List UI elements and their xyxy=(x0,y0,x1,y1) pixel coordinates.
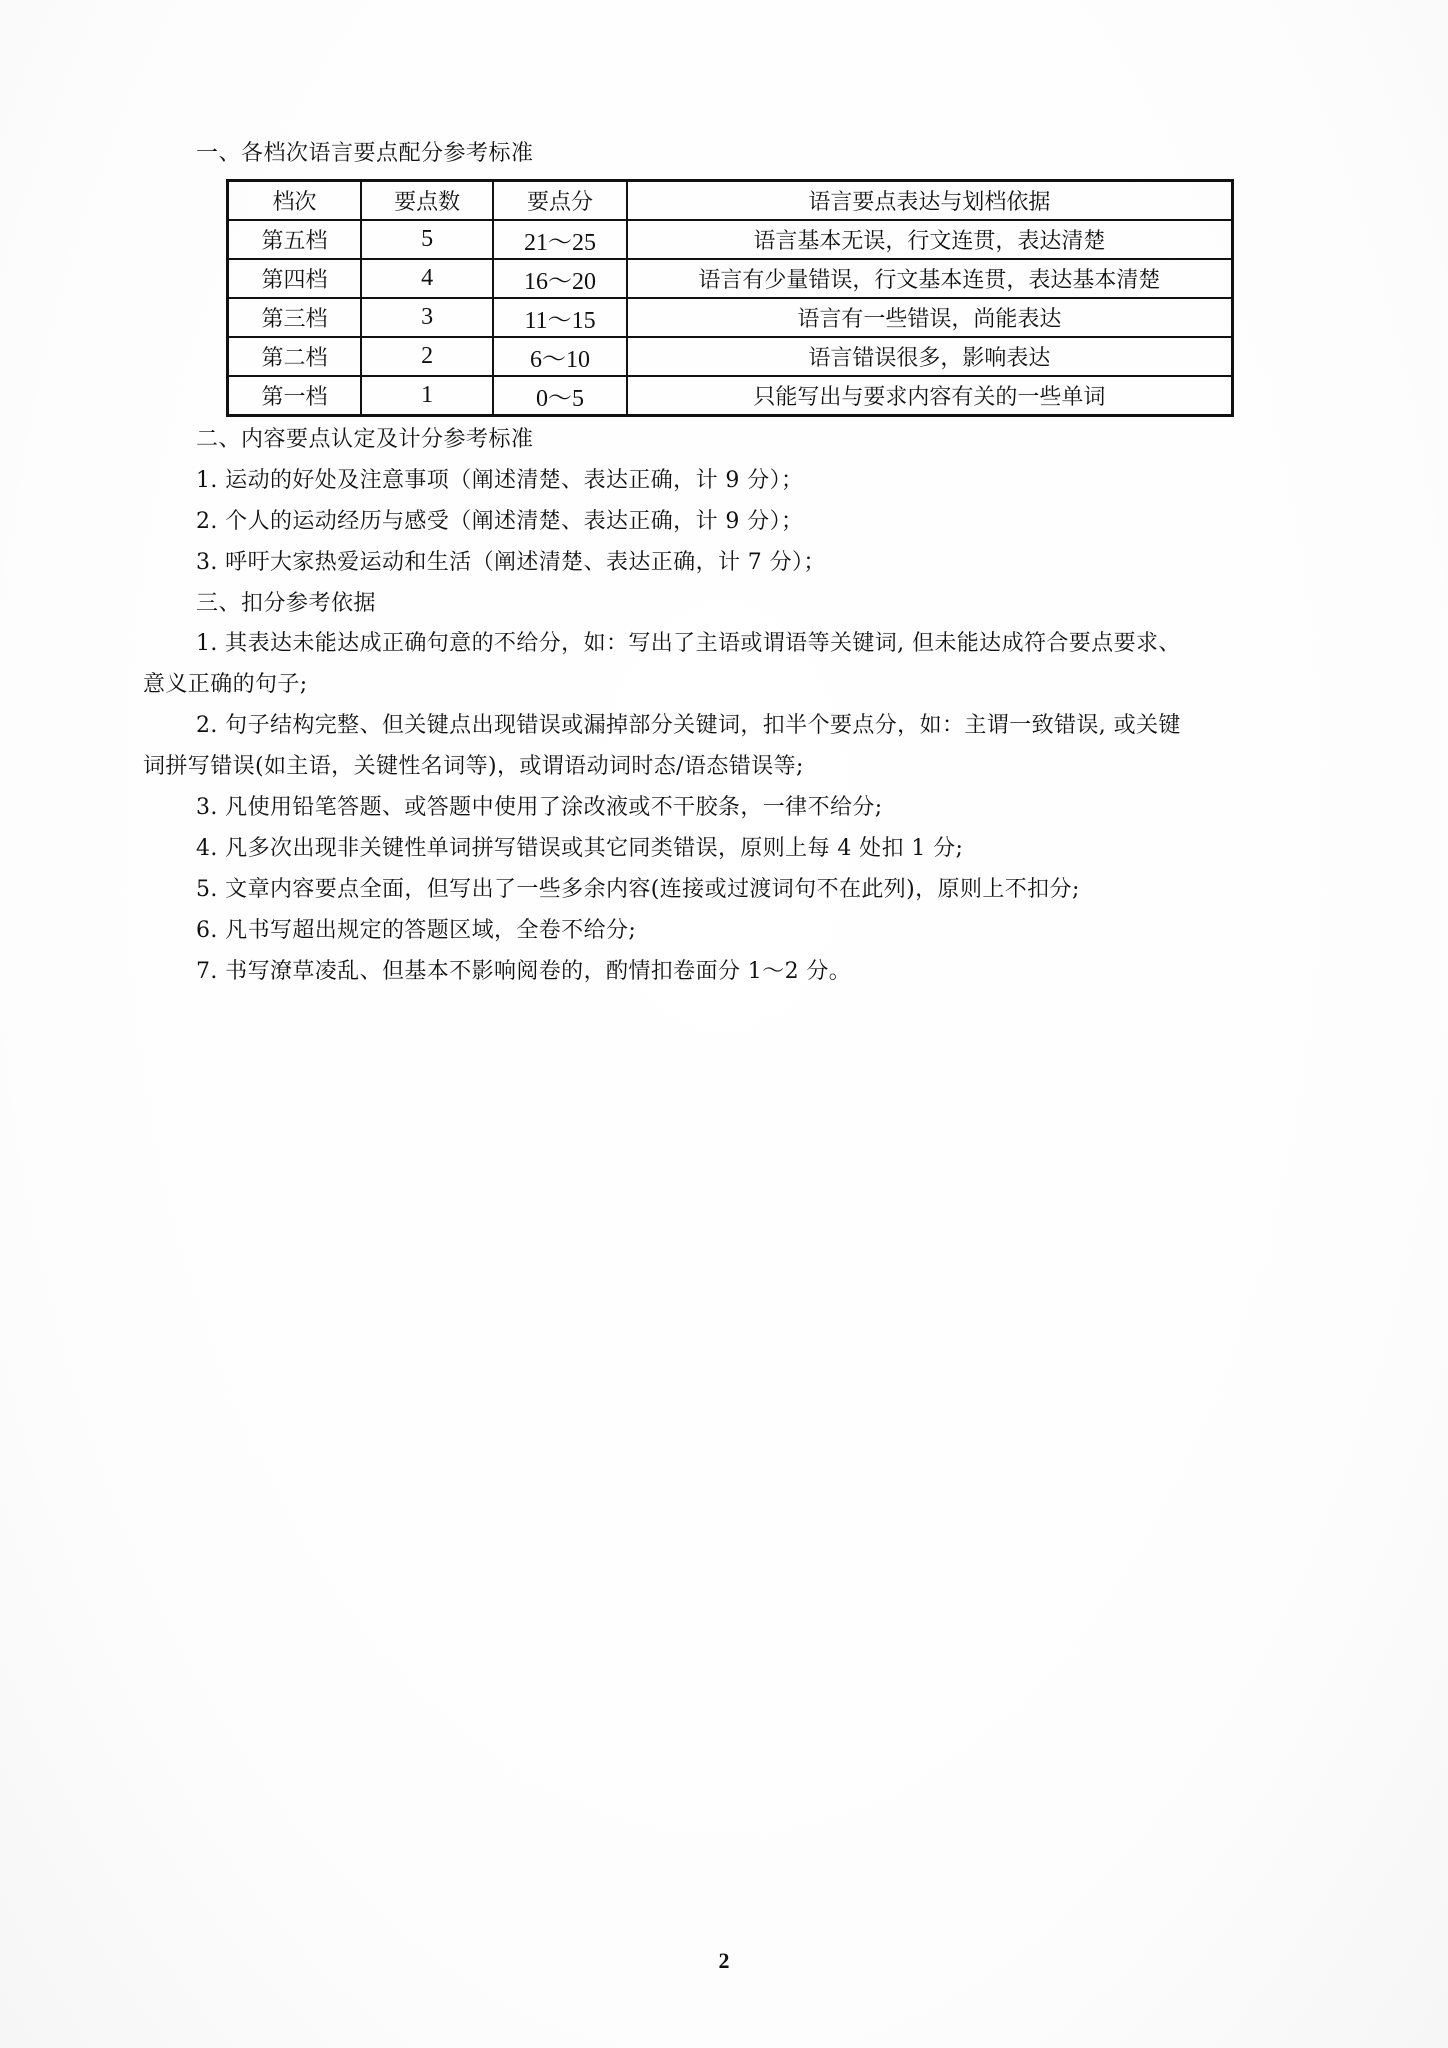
criteria-cell: 语言有少量错误，行文基本连贯，表达基本清楚 xyxy=(627,259,1233,298)
content-point-2: 2. 个人的运动经历与感受（阐述清楚、表达正确，计 9 分）； xyxy=(196,509,804,534)
content-point-3: 3. 呼吁大家热爱运动和生活（阐述清楚、表达正确，计 7 分）； xyxy=(196,550,826,575)
table-header-row xyxy=(228,181,1233,221)
section1-title: 一、各档次语言要点配分参考标准 xyxy=(196,141,534,166)
deduction-rule-2: 2. 句子结构完整、但关键点出现错误或漏掉部分关键词，扣半个要点分，如：主谓一致错误, 或关键 xyxy=(196,713,1181,738)
score-cell: 6～10 xyxy=(493,337,626,376)
level-cell: 第二档 xyxy=(228,337,361,376)
level-cell: 第三档 xyxy=(228,298,361,337)
page-number: 2 xyxy=(718,1948,730,1973)
score-cell: 21～25 xyxy=(493,220,626,259)
criteria-cell: 语言基本无误，行文连贯，表达清楚 xyxy=(627,220,1233,259)
deduction-rule-6: 6. 凡书写超出规定的答题区域，全卷不给分; xyxy=(196,918,637,943)
deduction-rule-4: 4. 凡多次出现非关键性单词拼写错误或其它同类错误，原则上每 4 处扣 1 分; xyxy=(196,836,964,861)
language-score-table xyxy=(226,179,1234,417)
content-point-1: 1. 运动的好处及注意事项（阐述清楚、表达正确，计 9 分）； xyxy=(196,468,804,493)
criteria-cell: 只能写出与要求内容有关的一些单词 xyxy=(627,376,1233,416)
table-row xyxy=(228,376,1233,416)
table-row xyxy=(228,337,1233,376)
score-cell: 16～20 xyxy=(493,259,626,298)
score-cell: 11～15 xyxy=(493,298,626,337)
deduction-rule-7: 7. 书写潦草凌乱、但基本不影响阅卷的，酌情扣卷面分 1～2 分。 xyxy=(196,959,852,984)
level-cell: 第一档 xyxy=(228,376,361,416)
level-cell: 第四档 xyxy=(228,259,361,298)
header-level: 档次 xyxy=(228,181,361,221)
header-criteria: 语言要点表达与划档依据 xyxy=(627,181,1233,221)
header-points-count: 要点数 xyxy=(361,181,493,221)
section3-title: 三、扣分参考依据 xyxy=(196,591,377,616)
table-row xyxy=(228,298,1233,337)
deduction-rule-1: 1. 其表达未能达成正确句意的不给分，如：写出了主语或谓语等关键词, 但未能达成符合要点要求、 xyxy=(196,631,1181,656)
points-count-cell: 1 xyxy=(361,376,493,416)
table-row xyxy=(228,259,1233,298)
deduction-rule-1-continued: 意义正确的句子; xyxy=(143,672,308,697)
section2-title: 二、内容要点认定及计分参考标准 xyxy=(196,427,534,452)
header-score: 要点分 xyxy=(493,181,626,221)
criteria-cell: 语言错误很多，影响表达 xyxy=(627,337,1233,376)
deduction-rule-3: 3. 凡使用铅笔答题、或答题中使用了涂改液或不干胶条，一律不给分; xyxy=(196,795,883,820)
points-count-cell: 2 xyxy=(361,337,493,376)
criteria-cell: 语言有一些错误，尚能表达 xyxy=(627,298,1233,337)
table-row xyxy=(228,220,1233,259)
deduction-rule-2-continued: 词拼写错误(如主语，关键性名词等)，或谓语动词时态/语态错误等; xyxy=(143,754,804,779)
points-count-cell: 5 xyxy=(361,220,493,259)
level-cell: 第五档 xyxy=(228,220,361,259)
points-count-cell: 3 xyxy=(361,298,493,337)
points-count-cell: 4 xyxy=(361,259,493,298)
score-cell: 0～5 xyxy=(493,376,626,416)
deduction-rule-5: 5. 文章内容要点全面，但写出了一些多余内容(连接或过渡词句不在此列)，原则上不扣分; xyxy=(196,877,1080,902)
